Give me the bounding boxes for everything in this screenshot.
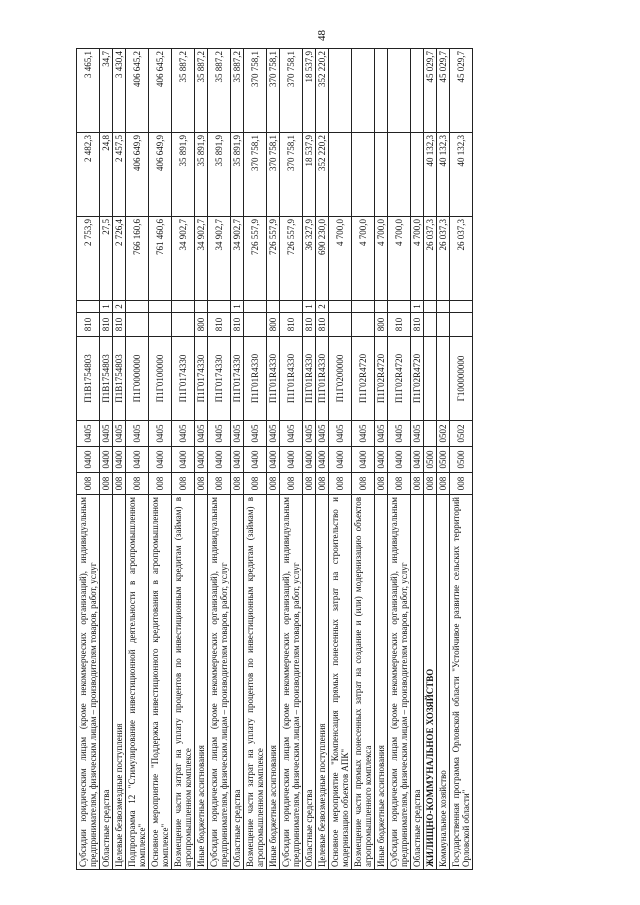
target-article-code: П1Г0000000 — [126, 337, 149, 421]
source-code — [280, 301, 303, 313]
table-row — [126, 49, 149, 870]
target-article-code: П1Г0174330 — [208, 337, 231, 421]
target-article-code: П1Г02R4720 — [352, 337, 375, 421]
source-code: 1 — [411, 301, 424, 313]
section-code: 0400 — [77, 447, 100, 473]
amount-year-1: 34 902,7 — [172, 217, 195, 301]
table-row — [231, 49, 244, 870]
amount-year-2: 35 891,9 — [195, 133, 208, 217]
ved-code: 008 — [329, 473, 352, 495]
ved-code: 008 — [77, 473, 100, 495]
target-article-code: П1Г01R4330 — [280, 337, 303, 421]
ved-code: 008 — [208, 473, 231, 495]
target-article-code: П1Г01R4330 — [303, 337, 316, 421]
amount-year-3: 406 645,2 — [149, 49, 172, 133]
target-article-code: П1В1754803 — [100, 337, 113, 421]
amount-year-2: 40 132,3 — [437, 133, 450, 217]
section-code: 0400 — [100, 447, 113, 473]
amount-year-1: 726 557,9 — [280, 217, 303, 301]
expense-type-code: 810 — [100, 313, 113, 337]
source-code — [437, 301, 450, 313]
amount-year-1: 4 700,0 — [411, 217, 424, 301]
ved-code: 008 — [231, 473, 244, 495]
expense-type-code — [172, 313, 195, 337]
amount-year-1: 761 460,6 — [149, 217, 172, 301]
expense-type-code — [149, 313, 172, 337]
source-code — [352, 301, 375, 313]
table-row — [77, 49, 100, 870]
amount-year-1: 766 160,6 — [126, 217, 149, 301]
amount-year-3 — [352, 49, 375, 133]
amount-year-1: 26 037,3 — [424, 217, 437, 301]
subsection-code: 0405 — [208, 421, 231, 447]
row-name: Субсидии юридическим лицам (кроме некоммерческих организаций), индивидуальным предпринимателям, физическим лицам – производителям товаров, работ, услуг — [280, 495, 303, 870]
target-article-code: П1Г02R4720 — [411, 337, 424, 421]
expense-type-code — [450, 313, 473, 337]
section-code: 0400 — [195, 447, 208, 473]
target-article-code: П1Г02R4720 — [375, 337, 388, 421]
amount-year-2: 24,8 — [100, 133, 113, 217]
expense-type-code: 800 — [267, 313, 280, 337]
amount-year-3: 35 887,2 — [208, 49, 231, 133]
row-name: Областные средства — [411, 495, 424, 870]
row-name: Областные средства — [100, 495, 113, 870]
amount-year-2: 370 758,1 — [267, 133, 280, 217]
amount-year-3: 45 029,7 — [437, 49, 450, 133]
amount-year-3: 45 029,7 — [450, 49, 473, 133]
subsection-code: 0405 — [303, 421, 316, 447]
section-code: 0400 — [303, 447, 316, 473]
source-code — [375, 301, 388, 313]
amount-year-2: 406 649,9 — [126, 133, 149, 217]
section-code: 0400 — [267, 447, 280, 473]
section-code: 0400 — [375, 447, 388, 473]
row-name: Возмещение части затрат на уплату процентов по инвестиционным кредитам (займам) в агропромышленном комплексе — [244, 495, 267, 870]
amount-year-3: 45 029,7 — [424, 49, 437, 133]
table-row — [149, 49, 172, 870]
subsection-code: 0405 — [195, 421, 208, 447]
ved-code: 008 — [411, 473, 424, 495]
budget-table — [76, 48, 473, 870]
section-code: 0500 — [450, 447, 473, 473]
expense-type-code: 810 — [280, 313, 303, 337]
amount-year-1: 4 700,0 — [375, 217, 388, 301]
amount-year-2 — [388, 133, 411, 217]
row-name: Государственная программа Орловской области "Устойчивое развитие сельских территорий Орловской области" — [450, 495, 473, 870]
amount-year-2 — [375, 133, 388, 217]
row-name: Возмещение части прямых понесенных затрат на создание и (или) модернизацию объектов агропромышленного комплекса — [352, 495, 375, 870]
expense-type-code: 810 — [303, 313, 316, 337]
ved-code: 008 — [424, 473, 437, 495]
amount-year-3: 18 537,9 — [303, 49, 316, 133]
expense-type-code — [244, 313, 267, 337]
ved-code: 008 — [100, 473, 113, 495]
section-code: 0400 — [388, 447, 411, 473]
ved-code: 008 — [172, 473, 195, 495]
amount-year-3: 35 887,2 — [231, 49, 244, 133]
page-number: 48 — [316, 30, 328, 41]
amount-year-1: 4 700,0 — [329, 217, 352, 301]
table-row — [244, 49, 267, 870]
source-code — [388, 301, 411, 313]
table-row — [303, 49, 316, 870]
subsection-code: 0405 — [388, 421, 411, 447]
row-name: Иные бюджетные ассигнования — [267, 495, 280, 870]
table-row — [113, 49, 126, 870]
table-row — [450, 49, 473, 870]
expense-type-code: 810 — [208, 313, 231, 337]
target-article-code: П1В1754803 — [113, 337, 126, 421]
ved-code: 008 — [352, 473, 375, 495]
expense-type-code: 810 — [231, 313, 244, 337]
source-code — [149, 301, 172, 313]
amount-year-3 — [375, 49, 388, 133]
subsection-code: 0405 — [244, 421, 267, 447]
amount-year-2: 35 891,9 — [208, 133, 231, 217]
amount-year-2: 35 891,9 — [172, 133, 195, 217]
section-code: 0400 — [244, 447, 267, 473]
subsection-code: 0405 — [352, 421, 375, 447]
table-row — [375, 49, 388, 870]
subsection-code: 0405 — [280, 421, 303, 447]
row-name: Субсидии юридическим лицам (кроме некоммерческих организаций), индивидуальным предпринимателям, физическим лицам – производителям товаров, работ, услуг — [208, 495, 231, 870]
amount-year-2: 370 758,1 — [244, 133, 267, 217]
source-code — [208, 301, 231, 313]
source-code — [195, 301, 208, 313]
source-code — [424, 301, 437, 313]
amount-year-2: 370 758,1 — [280, 133, 303, 217]
amount-year-2: 18 537,9 — [303, 133, 316, 217]
ved-code: 008 — [280, 473, 303, 495]
section-code: 0400 — [208, 447, 231, 473]
section-code: 0400 — [352, 447, 375, 473]
subsection-code: 0405 — [113, 421, 126, 447]
amount-year-3: 3 430,4 — [113, 49, 126, 133]
ved-code: 008 — [267, 473, 280, 495]
section-code: 0500 — [424, 447, 437, 473]
target-article-code: П1Г0174330 — [231, 337, 244, 421]
amount-year-3: 370 758,1 — [280, 49, 303, 133]
target-article-code: П1Г0174330 — [195, 337, 208, 421]
table-row — [388, 49, 411, 870]
subsection-code: 0405 — [77, 421, 100, 447]
table-row — [267, 49, 280, 870]
target-article-code: П1Г01R4330 — [267, 337, 280, 421]
target-article-code — [437, 337, 450, 421]
amount-year-1: 690 230,0 — [316, 217, 329, 301]
source-code — [126, 301, 149, 313]
row-name: Основное мероприятие "Компенсация прямых понесенных затрат на строительство и модернизацию объектов АПК" — [329, 495, 352, 870]
expense-type-code: 810 — [388, 313, 411, 337]
expense-type-code — [329, 313, 352, 337]
ved-code: 008 — [113, 473, 126, 495]
amount-year-3: 35 887,2 — [172, 49, 195, 133]
subsection-code: 0502 — [437, 421, 450, 447]
amount-year-3: 35 887,2 — [195, 49, 208, 133]
subsection-code — [424, 421, 437, 447]
amount-year-3: 3 465,1 — [77, 49, 100, 133]
ved-code: 008 — [450, 473, 473, 495]
expense-type-code: 810 — [77, 313, 100, 337]
row-name: Подпрограмма 12 "Стимулирование инвестиционной деятельности в агропромышленном комплексе" — [126, 495, 149, 870]
source-code — [77, 301, 100, 313]
source-code: 2 — [113, 301, 126, 313]
amount-year-1: 34 902,7 — [231, 217, 244, 301]
target-article-code: П1Г0100000 — [149, 337, 172, 421]
expense-type-code: 810 — [316, 313, 329, 337]
target-article-code: Г100000000 — [450, 337, 473, 421]
amount-year-3 — [388, 49, 411, 133]
amount-year-2 — [411, 133, 424, 217]
expense-type-code — [126, 313, 149, 337]
amount-year-2: 2 457,5 — [113, 133, 126, 217]
row-name: Субсидии юридическим лицам (кроме некоммерческих организаций), индивидуальным предпринимателям, физическим лицам – производителям товаров, работ, услуг — [388, 495, 411, 870]
ved-code: 008 — [375, 473, 388, 495]
ved-code: 008 — [437, 473, 450, 495]
row-name: Целевые безвозмездные поступления — [316, 495, 329, 870]
subsection-code: 0405 — [126, 421, 149, 447]
row-name: Областные средства — [231, 495, 244, 870]
target-article-code: П1В1754803 — [77, 337, 100, 421]
amount-year-3 — [411, 49, 424, 133]
table-row — [100, 49, 113, 870]
subsection-code: 0405 — [100, 421, 113, 447]
table-row — [424, 49, 437, 870]
source-code: 2 — [316, 301, 329, 313]
table-row — [172, 49, 195, 870]
amount-year-1: 4 700,0 — [352, 217, 375, 301]
subsection-code: 0405 — [267, 421, 280, 447]
amount-year-1: 726 557,9 — [244, 217, 267, 301]
expense-type-code: 800 — [375, 313, 388, 337]
row-name: Целевые безвозмездные поступления — [113, 495, 126, 870]
table-row — [280, 49, 303, 870]
table-row — [329, 49, 352, 870]
ved-code: 008 — [195, 473, 208, 495]
amount-year-3: 370 758,1 — [244, 49, 267, 133]
expense-type-code: 800 — [195, 313, 208, 337]
ved-code: 008 — [149, 473, 172, 495]
section-code: 0400 — [316, 447, 329, 473]
amount-year-3: 352 220,2 — [316, 49, 329, 133]
amount-year-1: 27,5 — [100, 217, 113, 301]
subsection-code: 0405 — [172, 421, 195, 447]
subsection-code: 0405 — [411, 421, 424, 447]
row-name: Иные бюджетные ассигнования — [195, 495, 208, 870]
subsection-code: 0405 — [231, 421, 244, 447]
table-row — [208, 49, 231, 870]
subsection-code: 0502 — [450, 421, 473, 447]
expense-type-code: 810 — [411, 313, 424, 337]
row-name: Основное мероприятие "Поддержка инвестиционного кредитования в агропромышленном комплексе" — [149, 495, 172, 870]
section-code: 0400 — [126, 447, 149, 473]
source-code — [267, 301, 280, 313]
table-row — [316, 49, 329, 870]
amount-year-3: 34,7 — [100, 49, 113, 133]
target-article-code: П1Г01R4330 — [244, 337, 267, 421]
source-code: 1 — [303, 301, 316, 313]
section-code: 0400 — [149, 447, 172, 473]
row-name: Иные бюджетные ассигнования — [375, 495, 388, 870]
ved-code: 008 — [388, 473, 411, 495]
amount-year-1: 26 037,3 — [450, 217, 473, 301]
target-article-code: П1Г02R4720 — [388, 337, 411, 421]
target-article-code — [424, 337, 437, 421]
amount-year-1: 34 902,7 — [208, 217, 231, 301]
amount-year-1: 726 557,9 — [267, 217, 280, 301]
amount-year-3: 370 758,1 — [267, 49, 280, 133]
rotated-content — [76, 50, 606, 870]
source-code — [172, 301, 195, 313]
table-row — [352, 49, 375, 870]
amount-year-3: 406 645,2 — [126, 49, 149, 133]
row-name: ЖИЛИЩНО-КОММУНАЛЬНОЕ ХОЗЯЙСТВО — [424, 495, 437, 870]
ved-code: 008 — [316, 473, 329, 495]
row-name: Областные средства — [303, 495, 316, 870]
ved-code: 008 — [244, 473, 267, 495]
amount-year-2: 406 649,9 — [149, 133, 172, 217]
table-row — [195, 49, 208, 870]
amount-year-1: 2 726,4 — [113, 217, 126, 301]
amount-year-2: 40 132,3 — [424, 133, 437, 217]
section-code: 0400 — [329, 447, 352, 473]
subsection-code: 0405 — [149, 421, 172, 447]
amount-year-3 — [329, 49, 352, 133]
amount-year-2 — [329, 133, 352, 217]
expense-type-code — [424, 313, 437, 337]
rotated-page — [76, 50, 606, 870]
source-code — [244, 301, 267, 313]
target-article-code: П1Г0174330 — [172, 337, 195, 421]
expense-type-code — [437, 313, 450, 337]
target-article-code: П1Г0200000 — [329, 337, 352, 421]
source-code: 1 — [231, 301, 244, 313]
amount-year-1: 36 327,9 — [303, 217, 316, 301]
row-name: Субсидии юридическим лицам (кроме некоммерческих организаций), индивидуальным предпринимателям, физическим лицам – производителям товаров, работ, услуг — [77, 495, 100, 870]
source-code — [450, 301, 473, 313]
amount-year-2: 40 132,3 — [450, 133, 473, 217]
source-code: 1 — [100, 301, 113, 313]
amount-year-1: 2 753,9 — [77, 217, 100, 301]
row-name: Коммунальное хозяйство — [437, 495, 450, 870]
target-article-code: П1Г01R4330 — [316, 337, 329, 421]
subsection-code: 0405 — [329, 421, 352, 447]
section-code: 0500 — [437, 447, 450, 473]
amount-year-2: 2 482,3 — [77, 133, 100, 217]
section-code: 0400 — [411, 447, 424, 473]
section-code: 0400 — [172, 447, 195, 473]
amount-year-2 — [352, 133, 375, 217]
amount-year-2: 35 891,9 — [231, 133, 244, 217]
section-code: 0400 — [113, 447, 126, 473]
source-code — [329, 301, 352, 313]
amount-year-1: 26 037,3 — [437, 217, 450, 301]
amount-year-1: 4 700,0 — [388, 217, 411, 301]
table-row — [437, 49, 450, 870]
subsection-code: 0405 — [316, 421, 329, 447]
amount-year-2: 352 220,2 — [316, 133, 329, 217]
row-name: Возмещение части затрат на уплату процентов по инвестиционным кредитам (займам) в агропромышленном комплексе — [172, 495, 195, 870]
expense-type-code: 810 — [113, 313, 126, 337]
ved-code: 008 — [126, 473, 149, 495]
subsection-code: 0405 — [375, 421, 388, 447]
amount-year-1: 34 902,7 — [195, 217, 208, 301]
table-row — [411, 49, 424, 870]
section-code: 0400 — [280, 447, 303, 473]
section-code: 0400 — [231, 447, 244, 473]
ved-code: 008 — [303, 473, 316, 495]
expense-type-code — [352, 313, 375, 337]
